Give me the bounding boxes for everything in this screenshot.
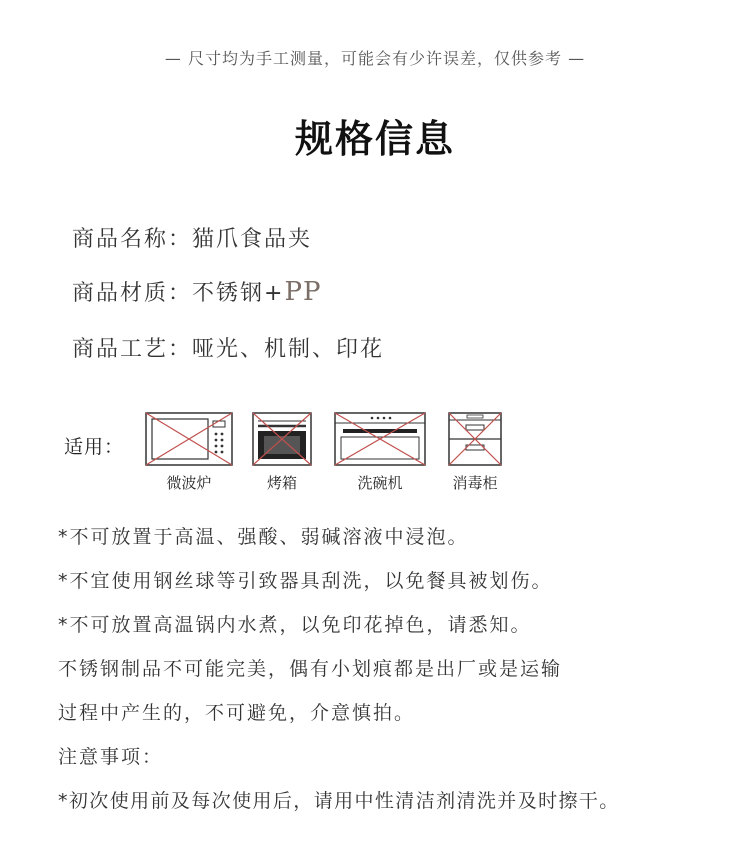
appliance-oven-label: 烤箱 bbox=[266, 474, 297, 492]
appliance-oven bbox=[252, 412, 312, 492]
applicable-label: 适用： bbox=[64, 436, 125, 458]
spec-material-value: 不锈钢+ bbox=[192, 281, 285, 306]
microwave-crossed-icon bbox=[145, 412, 233, 466]
notes-heading: 注意事项： bbox=[58, 746, 164, 768]
appliance-dishwasher bbox=[334, 412, 426, 492]
spec-process-label: 商品工艺： bbox=[72, 337, 193, 362]
note-line: 不锈钢制品不可能完美，偶有小划痕都是出厂或是运输 bbox=[58, 658, 563, 680]
spec-name-value: 猫爪食品夹 bbox=[192, 227, 313, 252]
appliance-microwave-label: 微波炉 bbox=[166, 474, 212, 492]
appliance-dishwasher-label: 洗碗机 bbox=[357, 474, 403, 492]
spec-name-label: 商品名称： bbox=[72, 227, 193, 252]
note-line: *不宜使用钢丝球等引致器具刮洗，以免餐具被划伤。 bbox=[58, 570, 553, 592]
measurement-note: — 尺寸均为手工测量，可能会有少许误差，仅供参考 — bbox=[164, 49, 586, 68]
dishwasher-crossed-icon bbox=[334, 412, 426, 466]
note-line: *初次使用前及每次使用后，请用中性清洁剂清洗并及时擦干。 bbox=[58, 790, 620, 812]
spec-material-pp: PP bbox=[284, 277, 322, 307]
sterilizer-crossed-icon bbox=[448, 412, 502, 466]
oven-crossed-icon bbox=[252, 412, 312, 466]
spec-name bbox=[72, 222, 312, 253]
spec-process-value: 哑光、机制、印花 bbox=[192, 337, 385, 362]
spec-material-label: 商品材质： bbox=[72, 281, 193, 306]
note-line: *不可放置于高温、强酸、弱碱溶液中浸泡。 bbox=[58, 526, 469, 548]
note-line: *不可放置高温锅内水煮，以免印花掉色，请悉知。 bbox=[58, 614, 532, 636]
appliance-microwave bbox=[145, 412, 233, 492]
appliance-sterilizer-label: 消毒柜 bbox=[452, 474, 498, 492]
note-line: 过程中产生的，不可避免，介意慎拍。 bbox=[58, 702, 416, 724]
spec-process bbox=[72, 332, 384, 363]
page-title: 规格信息 bbox=[294, 117, 455, 161]
appliance-sterilizer bbox=[448, 412, 502, 492]
spec-material bbox=[72, 276, 321, 307]
